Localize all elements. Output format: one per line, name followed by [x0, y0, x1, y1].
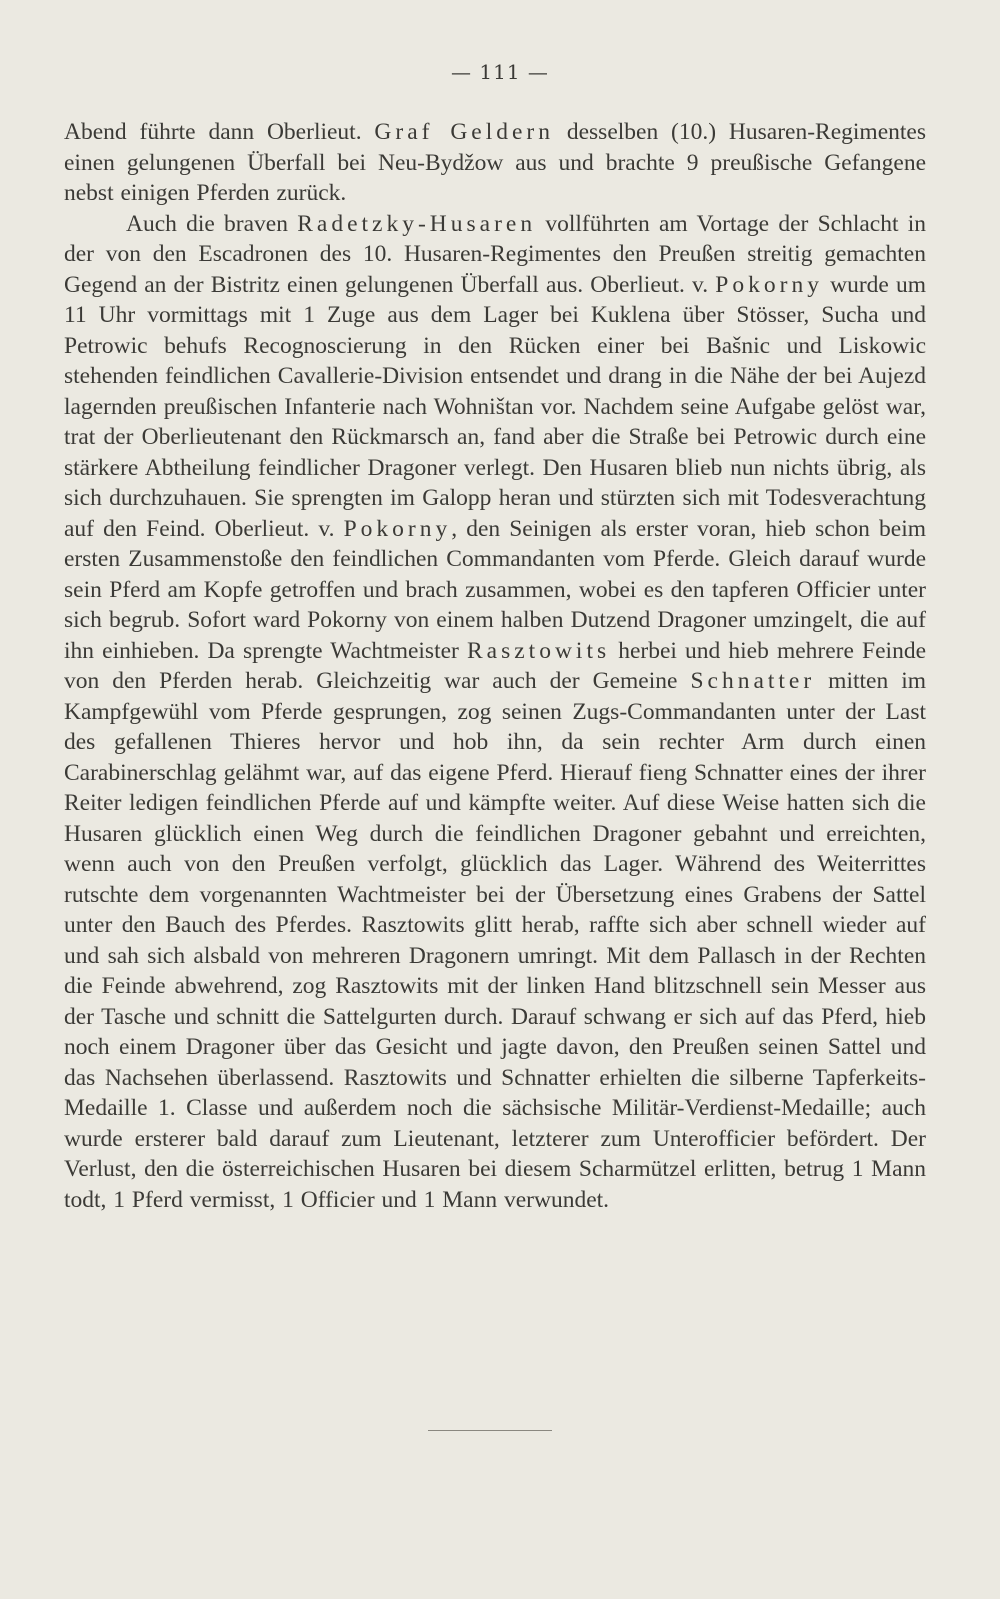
person-name-schnatter: Schnatter — [690, 668, 816, 694]
paragraph-2 — [64, 209, 926, 1216]
person-name-geldern: Graf Geldern — [374, 119, 555, 145]
person-name-pokorny-2: Pokorny — [343, 515, 452, 542]
person-name-rasztowits: Rasztowits — [466, 637, 611, 664]
paragraph-2-text-5: herbei und hieb mehrere Feinde von den Pferden herab. Gleichzeitig war auch der Gemeine — [64, 637, 927, 694]
page-number: — 111 — — [451, 60, 549, 84]
paragraph-1-text-1: Abend führte dann Oberlieut. — [64, 119, 375, 145]
unit-name-radetzky-husaren: Radetzky-Husaren — [297, 210, 537, 237]
paragraph-2-text-4: , den Seinigen als erster voran, hieb schon beim ersten Zusammenstoße den feindlichen Commandanten vom Pferde. Gleich darauf wurde sein Pferd am Kopfe getroffen und brach zusammen, wobei es den tapferen Officier unter sich begrub. Sofort ward Pokorny von einem halben Dutzend Dragoner umzingelt, die auf ihn einhieben. Da sprengte Wachtmeister — [64, 515, 926, 664]
paragraph-2-text-6: mitten im Kampfgewühl vom Pferde gesprungen, zog seinen Zugs-Commandanten unter der Last des gefallenen Thieres hervor und hob ihn, da sein rechter Arm durch einen Carabinerschlag gelähmt war, auf das eigene Pferd. Hierauf fieng Schnatter eines der ihrer Reiter ledigen feindlichen Pferde auf und kämpfte weiter. Auf diese Weise hatten sich die Husaren glücklich einen Weg durch die feindlichen Dragoner gebahnt und erreichten, wenn auch von den Preußen verfolgt, glücklich das Lager. Während des Weiterrittes rutschte dem vorgenannten Wachtmeister bei der Übersetzung eines Grabens der Sattel unter den Bauch des Pferdes. Rasztowits glitt herab, raffte sich aber schnell wieder auf und sah sich alsbald von mehreren Dragonern umringt. Mit dem Pallasch in der Rechten die Feinde abwehrend, zog Rasztowits mit der linken Hand blitzschnell sein Messer aus der Tasche und schnitt die Sattelgurten durch. Darauf schwang er sich auf das Pferd, hieb noch einem Dragoner über das Gesicht und jagte davon, den Preußen seinen Sattel und das Nachsehen überlassend. Rasztowits und Schnatter erhielten die silberne Tapferkeits-Medaille 1. Classe und außerdem noch die sächsische Militär-Verdienst-Medaille; auch wurde ersterer bald darauf zum Lieutenant, letzterer zum Unterofficier befördert. Der Verlust, den die österreichischen Husaren bei diesem Scharmützel erlitten, betrug 1 Mann todt, 1 Pferd vermisst, 1 Officier und 1 Mann verwundet. — [64, 668, 927, 1213]
paragraph-1 — [64, 117, 926, 209]
footer-rule — [428, 1430, 552, 1431]
paragraph-2-text-2: vollführten am Vortage der Schlacht in der von den Escadronen des 10. Husaren-Regimentes den Preußen streitig gemachten Gegend an der Bistritz einen gelungenen Überfall aus. Oberlieut. v. — [64, 210, 926, 298]
paragraph-2-text-1: Auch die braven — [126, 210, 298, 237]
body-text — [64, 117, 926, 1215]
paragraph-1-text-2: desselben (10.) Husaren-Regimentes einen gelungenen Überfall bei Neu-Bydžow aus und brachte 9 preußische Gefangene nebst einigen Pferden zurück. — [64, 119, 926, 206]
person-name-pokorny: Pokorny — [715, 271, 823, 298]
paragraph-2-text-3: wurde um 11 Uhr vormittags mit 1 Zuge aus dem Lager bei Kuklena über Stösser, Sucha und Petrowic behufs Recognoscierung in den Rücken einer bei Bašnic und Liskowic stehenden feindlichen Cavallerie-Division entsendet und drang in die Nähe der bei Aujezd lagernden preußischen Infanterie nach Wohništan vor. Nachdem seine Aufgabe gelöst war, trat der Oberlieutenant den Rückmarsch an, fand aber die Straße bei Petrowic durch eine stärkere Abtheilung feindlicher Dragoner verlegt. Den Husaren blieb nun nichts übrig, als sich durchzuhauen. Sie sprengten im Galopp heran und stürzten sich mit Todesverachtung auf den Feind. Oberlieut. v. — [64, 271, 926, 542]
